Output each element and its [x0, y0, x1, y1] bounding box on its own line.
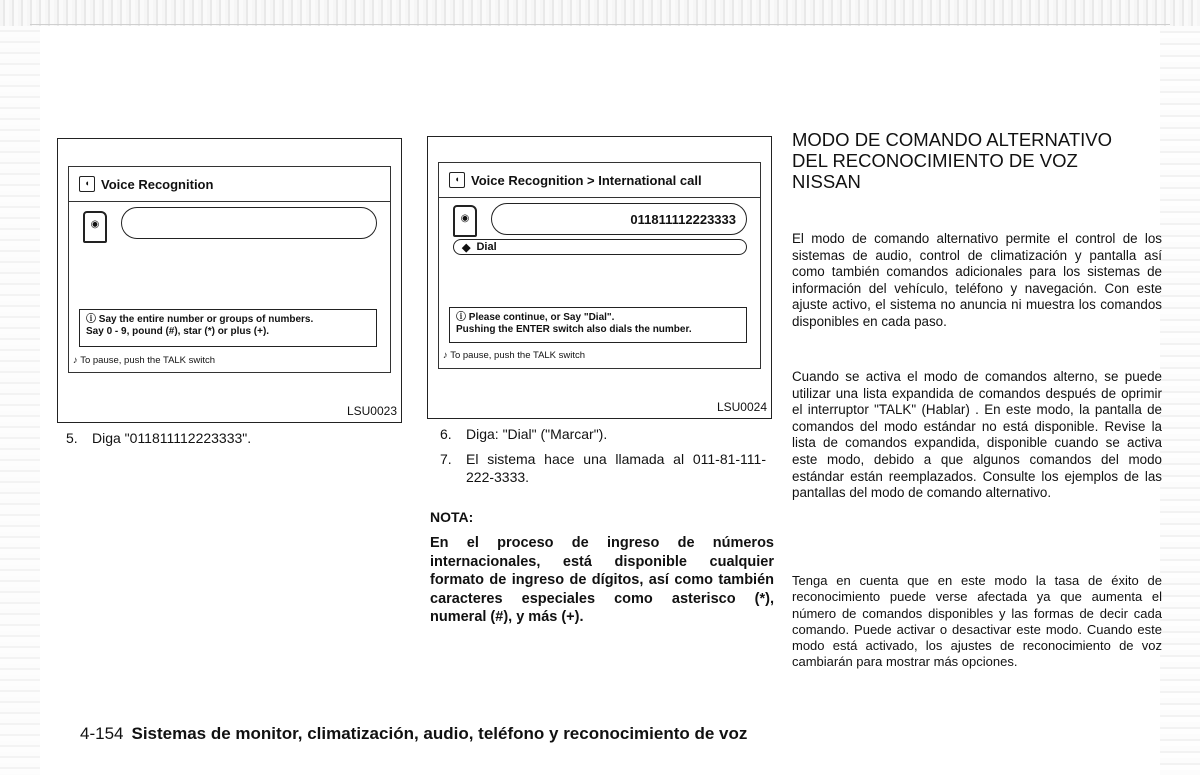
message-line-2: Say 0 - 9, pound (#), star (*) or plus (+). [86, 326, 270, 337]
figure-code: LSU0023 [346, 404, 397, 418]
step-number: 5. [66, 430, 78, 446]
talk-hint [73, 355, 215, 366]
talk-hint [443, 350, 585, 361]
step-6 [440, 425, 770, 443]
message-line-1: ⓘ Say the entire number or groups of numbers. [86, 314, 314, 325]
step-text: El sistema hace una llamada al 011-81-111- 222-3333. [466, 451, 766, 485]
screen-title: Voice Recognition > International call [471, 172, 702, 188]
scan-noise-left [0, 26, 40, 775]
section-title: MODO DE COMANDO ALTERNATIVO DEL RECONOCIMIENTO DE VOZ NISSAN [792, 129, 1113, 192]
paragraph-2: Cuando se activa el modo de comandos alterno, se puede utilizar una lista expandida de comandos después de oprimir el interruptor "TALK" (Hablar) . En este modo, la pantalla de comandos del modo estándar no está disponible. Revise la lista de comandos expandida, disponible cuando se activa este modo, debido a que algunos comandos del modo estándar están reemplazados. Consulte los ejemplos de las pantallas del modo de comando alternativo. [792, 369, 1162, 501]
message-line-2: Pushing the ENTER switch also dials the number. [456, 324, 692, 335]
screen-title-bar [69, 167, 390, 202]
page-number: 4-154 [80, 724, 124, 743]
scan-noise-right [1160, 26, 1200, 775]
talk-hint-text: To pause, push the TALK switch [450, 350, 586, 361]
scan-noise-top [0, 0, 1200, 26]
speaking-head-icon: ◉ [453, 205, 477, 237]
speaking-head-icon: ◉ [83, 211, 107, 243]
command-icon: ◆ [462, 241, 471, 254]
dial-label: Dial [476, 241, 497, 253]
number-input-field [491, 203, 747, 235]
voice-recognition-icon: ◖ [449, 172, 465, 188]
talk-hint-text: To pause, push the TALK switch [80, 355, 216, 366]
message-line-1: ⓘ Please continue, or Say "Dial". [456, 312, 615, 323]
note-heading: NOTA: [430, 509, 474, 525]
dial-command [453, 239, 747, 255]
talk-switch-icon: ♪ [73, 355, 81, 366]
step-5 [66, 429, 396, 447]
paragraph-3: Tenga en cuenta que en este modo la tasa de éxito de reconocimiento puede verse afectada ya que aumenta el número de comandos disponibles y las formas de decir cada comando. Puede activar o desactivar este modo. Cuando este modo está activado, los ajustes de reconocimiento de voz cambiarán para mostrar más opciones. [792, 573, 1162, 670]
number-input-field [121, 207, 377, 239]
screen-title: Voice Recognition [101, 176, 214, 192]
screen-display [438, 162, 761, 369]
paragraph-1: El modo de comando alternativo permite el control de los sistemas de audio, control de climatización y pantalla así como también comandos adicionales para los sistemas de información del vehículo, teléfono y navegación. Con este ajuste activo, el sistema no anuncia ni muestra los comandos disponibles en cada paso. [792, 231, 1162, 329]
figure-code: LSU0024 [716, 400, 767, 414]
dialed-number: 011811112223333 [630, 211, 736, 227]
header-rule [30, 24, 1170, 25]
instruction-message [449, 307, 747, 343]
instruction-message [79, 309, 377, 347]
figure-voice-recognition [57, 138, 402, 423]
talk-switch-icon: ♪ [443, 350, 451, 361]
step-text: Diga "011811112223333". [92, 430, 252, 446]
step-7 [440, 450, 770, 486]
voice-recognition-icon: ◖ [79, 176, 95, 192]
step-number: 7. [440, 451, 452, 467]
chapter-title: Sistemas de monitor, climatización, audio, teléfono y reconocimiento de voz [131, 724, 748, 743]
step-number: 6. [440, 426, 452, 442]
note-body: En el proceso de ingreso de números internacionales, está disponible cualquier formato de ingreso de dígitos, así como también caracteres especiales como asterisco (*), numeral (#), y más (+). [430, 535, 774, 625]
screen-display [68, 166, 391, 373]
page-footer [80, 724, 747, 744]
figure-international-call [427, 136, 772, 419]
screen-title-bar [439, 163, 760, 198]
step-text: Diga: "Dial" ("Marcar"). [466, 426, 608, 442]
